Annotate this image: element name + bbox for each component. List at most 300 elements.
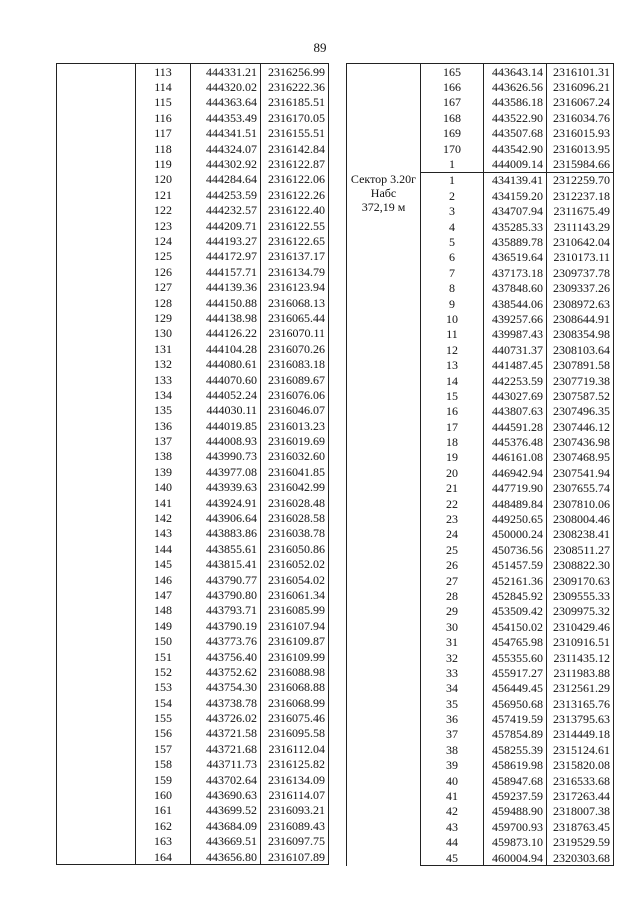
- coordinate-x: 444324.07: [191, 141, 261, 156]
- coordinate-x: 449250.65: [484, 511, 547, 526]
- point-number: 157: [136, 741, 191, 756]
- point-number: 135: [136, 403, 191, 418]
- table-row: [57, 757, 329, 772]
- table-row: [57, 680, 329, 695]
- table-row: [57, 849, 329, 865]
- sector-cell-empty: [57, 633, 136, 648]
- sector-cell-empty: [57, 433, 136, 448]
- table-row: [57, 372, 329, 387]
- table-row: [57, 264, 329, 279]
- point-number: 6: [421, 250, 484, 265]
- coordinate-x: 443906.64: [191, 510, 261, 525]
- table-row: [57, 695, 329, 710]
- table-row: [57, 587, 329, 602]
- sector-cell-empty: [57, 341, 136, 356]
- sector-cell-empty: [57, 249, 136, 264]
- coordinate-y: 2316101.31: [547, 64, 614, 80]
- sector-cell-empty: [57, 772, 136, 787]
- coordinate-y: 2307446.12: [547, 419, 614, 434]
- coordinate-y: 2308103.64: [547, 342, 614, 357]
- sector-cell-empty: [57, 464, 136, 479]
- table-row: [57, 510, 329, 525]
- point-number: 131: [136, 341, 191, 356]
- coordinate-x: 459873.10: [484, 835, 547, 850]
- coordinate-y: 2307719.38: [547, 373, 614, 388]
- coordinate-y: 2314449.18: [547, 727, 614, 742]
- point-number: 24: [421, 527, 484, 542]
- coordinate-y: 2316042.99: [261, 480, 329, 495]
- coordinate-y: 2308004.46: [547, 511, 614, 526]
- coordinate-x: 445376.48: [484, 434, 547, 449]
- coordinate-x: 443699.52: [191, 803, 261, 818]
- table-row: [57, 310, 329, 325]
- coordinate-x: 458255.39: [484, 742, 547, 757]
- point-number: 1: [421, 172, 484, 188]
- coordinate-x: 457854.89: [484, 727, 547, 742]
- point-number: 2: [421, 188, 484, 203]
- coordinate-x: 443721.58: [191, 726, 261, 741]
- coordinate-y: 2316256.99: [261, 64, 329, 80]
- coordinate-y: 2316054.02: [261, 572, 329, 587]
- point-number: 122: [136, 203, 191, 218]
- coordinate-x: 443507.68: [484, 126, 547, 141]
- sector-cell-empty: [57, 64, 136, 80]
- coordinate-y: 2311435.12: [547, 650, 614, 665]
- table-row: [57, 418, 329, 433]
- table-row: [57, 403, 329, 418]
- coordinate-y: 2316068.13: [261, 295, 329, 310]
- coordinate-x: 443756.40: [191, 649, 261, 664]
- sector-cell-empty: [57, 726, 136, 741]
- table-row: [57, 64, 329, 80]
- coordinate-x: 443027.69: [484, 388, 547, 403]
- coordinate-y: 2316096.21: [547, 79, 614, 94]
- sector-cell-empty: [57, 757, 136, 772]
- point-number: 151: [136, 649, 191, 664]
- coordinate-x: 439257.66: [484, 311, 547, 326]
- coordinate-y: 2315820.08: [547, 758, 614, 773]
- point-number: 8: [421, 280, 484, 295]
- coordinate-y: 2316046.07: [261, 403, 329, 418]
- coordinate-y: 2316122.87: [261, 156, 329, 171]
- sector-cell-empty: [57, 310, 136, 325]
- table-row: [57, 295, 329, 310]
- point-number: 43: [421, 819, 484, 834]
- point-number: 17: [421, 419, 484, 434]
- coordinate-y: 2316070.11: [261, 326, 329, 341]
- sector-cell-empty: [57, 418, 136, 433]
- coordinate-x: 443939.63: [191, 480, 261, 495]
- table-row: [57, 834, 329, 849]
- coordinate-y: 2316070.26: [261, 341, 329, 356]
- coordinate-x: 436519.64: [484, 250, 547, 265]
- coordinate-x: 443738.78: [191, 695, 261, 710]
- coordinate-x: 434159.20: [484, 188, 547, 203]
- coordinate-x: 444126.22: [191, 326, 261, 341]
- coordinate-x: 440731.37: [484, 342, 547, 357]
- point-number: 142: [136, 510, 191, 525]
- point-number: 155: [136, 710, 191, 725]
- coordinate-x: 444030.11: [191, 403, 261, 418]
- coordinate-y: 2316122.26: [261, 187, 329, 202]
- point-number: 168: [421, 110, 484, 125]
- point-number: 133: [136, 372, 191, 387]
- point-number: 21: [421, 481, 484, 496]
- coordinate-y: 2312561.29: [547, 681, 614, 696]
- table-row: [57, 803, 329, 818]
- coordinate-y: 2310429.46: [547, 619, 614, 634]
- coordinate-x: 448489.84: [484, 496, 547, 511]
- coordinates-table-right: [346, 63, 614, 866]
- coordinate-y: 2316032.60: [261, 449, 329, 464]
- table-row: [347, 64, 614, 80]
- point-number: 159: [136, 772, 191, 787]
- coordinate-y: 2316013.23: [261, 418, 329, 433]
- coordinate-x: 443726.02: [191, 710, 261, 725]
- sector-label-line: Сектор 3.20г: [350, 172, 417, 187]
- coordinate-x: 447719.90: [484, 481, 547, 496]
- coordinate-y: 2310173.11: [547, 250, 614, 265]
- coordinate-y: 2316114.07: [261, 787, 329, 802]
- point-number: 169: [421, 126, 484, 141]
- coordinate-y: 2316095.58: [261, 726, 329, 741]
- point-number: 4: [421, 219, 484, 234]
- point-number: 32: [421, 650, 484, 665]
- point-number: 15: [421, 388, 484, 403]
- point-number: 39: [421, 758, 484, 773]
- coordinate-x: 442253.59: [484, 373, 547, 388]
- point-number: 33: [421, 665, 484, 680]
- coordinate-x: 450000.24: [484, 527, 547, 542]
- coordinate-x: 443790.19: [191, 618, 261, 633]
- table-row: [57, 495, 329, 510]
- coordinate-x: 443855.61: [191, 541, 261, 556]
- coordinate-y: 2309170.63: [547, 573, 614, 588]
- table-row: [57, 279, 329, 294]
- table-row: [57, 710, 329, 725]
- coordinate-x: 441487.45: [484, 357, 547, 372]
- point-number: 136: [136, 418, 191, 433]
- point-number: 13: [421, 357, 484, 372]
- point-number: 30: [421, 619, 484, 634]
- table-row: [57, 572, 329, 587]
- sector-cell-empty: [57, 95, 136, 110]
- coordinate-x: 459488.90: [484, 804, 547, 819]
- table-row: [57, 249, 329, 264]
- coordinate-x: 443752.62: [191, 664, 261, 679]
- coordinate-y: 2316068.88: [261, 680, 329, 695]
- sector-cell-empty: [57, 834, 136, 849]
- sector-cell-empty: [57, 110, 136, 125]
- coordinate-x: 454765.98: [484, 634, 547, 649]
- coordinate-y: 2316065.44: [261, 310, 329, 325]
- point-number: 164: [136, 849, 191, 865]
- point-number: 29: [421, 604, 484, 619]
- coordinate-x: 444284.64: [191, 172, 261, 187]
- sector-cell-empty: [57, 541, 136, 556]
- coordinate-x: 444008.93: [191, 433, 261, 448]
- coordinate-x: 443542.90: [484, 141, 547, 156]
- table-row: [57, 633, 329, 648]
- point-number: 121: [136, 187, 191, 202]
- table-row: [57, 787, 329, 802]
- sector-cell-empty: [57, 156, 136, 171]
- coordinate-y: 2316083.18: [261, 356, 329, 371]
- point-number: 34: [421, 681, 484, 696]
- sector-cell-empty: [57, 495, 136, 510]
- coordinate-x: 452845.92: [484, 588, 547, 603]
- table-row: [57, 326, 329, 341]
- coordinate-y: 2316093.21: [261, 803, 329, 818]
- coordinate-y: 2316015.93: [547, 126, 614, 141]
- sector-cell-empty: [347, 64, 421, 173]
- coordinate-x: 443626.56: [484, 79, 547, 94]
- table-row: [57, 110, 329, 125]
- sector-cell-empty: [57, 79, 136, 94]
- coordinate-y: 2308972.63: [547, 296, 614, 311]
- point-number: 167: [421, 95, 484, 110]
- coordinate-x: 457419.59: [484, 711, 547, 726]
- sector-cell-empty: [57, 295, 136, 310]
- point-number: 140: [136, 480, 191, 495]
- sector-cell-empty: [57, 326, 136, 341]
- point-number: 150: [136, 633, 191, 648]
- point-number: 143: [136, 526, 191, 541]
- point-number: 11: [421, 327, 484, 342]
- point-number: 36: [421, 711, 484, 726]
- coordinate-x: 443790.77: [191, 572, 261, 587]
- sector-cell-empty: [57, 803, 136, 818]
- table-row: [57, 341, 329, 356]
- coordinate-y: 2316137.17: [261, 249, 329, 264]
- table-row: [57, 557, 329, 572]
- coordinate-y: 2316170.05: [261, 110, 329, 125]
- coordinate-y: 2309737.78: [547, 265, 614, 280]
- point-number: 152: [136, 664, 191, 679]
- coordinate-y: 2307496.35: [547, 404, 614, 419]
- coordinate-y: 2315124.61: [547, 742, 614, 757]
- point-number: 14: [421, 373, 484, 388]
- point-number: 138: [136, 449, 191, 464]
- sector-cell-empty: [57, 603, 136, 618]
- coordinate-y: 2307810.06: [547, 496, 614, 511]
- point-number: 41: [421, 788, 484, 803]
- coordinate-y: 2316109.87: [261, 633, 329, 648]
- coordinate-y: 2316089.43: [261, 818, 329, 833]
- coordinate-y: 2316222.36: [261, 79, 329, 94]
- coordinate-y: 2308354.98: [547, 327, 614, 342]
- sector-cell-empty: [57, 649, 136, 664]
- point-number: 139: [136, 464, 191, 479]
- coordinate-y: 2307891.58: [547, 357, 614, 372]
- sector-cell-empty: [57, 587, 136, 602]
- coordinate-y: 2307655.74: [547, 481, 614, 496]
- sector-cell-empty: [57, 372, 136, 387]
- table-row: [57, 172, 329, 187]
- sector-cell-empty: [57, 572, 136, 587]
- coordinate-y: 2309975.32: [547, 604, 614, 619]
- point-number: 45: [421, 850, 484, 866]
- coordinate-x: 443815.41: [191, 557, 261, 572]
- coordinate-x: 443883.86: [191, 526, 261, 541]
- point-number: 134: [136, 387, 191, 402]
- coordinate-y: 2316028.48: [261, 495, 329, 510]
- point-number: 26: [421, 558, 484, 573]
- coordinate-y: 2316123.94: [261, 279, 329, 294]
- point-number: 126: [136, 264, 191, 279]
- point-number: 166: [421, 79, 484, 94]
- point-number: 170: [421, 141, 484, 156]
- coordinate-x: 437848.60: [484, 280, 547, 295]
- point-number: 161: [136, 803, 191, 818]
- sector-cell-empty: [57, 480, 136, 495]
- coordinate-x: 438544.06: [484, 296, 547, 311]
- coordinate-x: 444353.49: [191, 110, 261, 125]
- table-row: [57, 233, 329, 248]
- coordinate-x: 443522.90: [484, 110, 547, 125]
- point-number: 5: [421, 234, 484, 249]
- coordinate-y: 2317263.44: [547, 788, 614, 803]
- page-number: 89: [313, 40, 327, 55]
- coordinate-y: 2320303.68: [547, 850, 614, 866]
- table-row: [57, 449, 329, 464]
- sector-label: [347, 172, 421, 866]
- sector-cell-empty: [57, 141, 136, 156]
- point-number: 12: [421, 342, 484, 357]
- point-number: 31: [421, 634, 484, 649]
- coordinate-y: 2318763.45: [547, 819, 614, 834]
- table-row: [57, 726, 329, 741]
- coordinate-y: 2316125.82: [261, 757, 329, 772]
- coordinate-x: 444009.14: [484, 156, 547, 172]
- coordinate-x: 455355.60: [484, 650, 547, 665]
- coordinate-x: 456449.45: [484, 681, 547, 696]
- coordinate-y: 2316034.76: [547, 110, 614, 125]
- point-number: 128: [136, 295, 191, 310]
- coordinate-y: 2307468.95: [547, 450, 614, 465]
- coordinate-x: 444253.59: [191, 187, 261, 202]
- table-row: [57, 141, 329, 156]
- point-number: 1: [421, 156, 484, 172]
- sector-cell-empty: [57, 403, 136, 418]
- coordinate-y: 2316019.69: [261, 433, 329, 448]
- coordinate-x: 443669.51: [191, 834, 261, 849]
- point-number: 10: [421, 311, 484, 326]
- coordinate-x: 443711.73: [191, 757, 261, 772]
- table-row: [57, 387, 329, 402]
- coordinate-x: 443643.14: [484, 64, 547, 80]
- sector-cell-empty: [57, 218, 136, 233]
- coordinate-x: 444193.27: [191, 233, 261, 248]
- coordinate-x: 444019.85: [191, 418, 261, 433]
- coordinate-x: 444331.21: [191, 64, 261, 80]
- coordinate-y: 2318007.38: [547, 804, 614, 819]
- coordinate-y: 2316109.99: [261, 649, 329, 664]
- sector-cell-empty: [57, 510, 136, 525]
- point-number: 116: [136, 110, 191, 125]
- point-number: 137: [136, 433, 191, 448]
- coordinate-x: 434139.41: [484, 172, 547, 188]
- coordinate-y: 2316028.58: [261, 510, 329, 525]
- point-number: 114: [136, 79, 191, 94]
- point-number: 141: [136, 495, 191, 510]
- sector-cell-empty: [57, 526, 136, 541]
- coordinate-y: 2309555.33: [547, 588, 614, 603]
- sector-cell-empty: [57, 126, 136, 141]
- sector-cell-empty: [57, 279, 136, 294]
- coordinate-x: 444070.60: [191, 372, 261, 387]
- coordinate-y: 2316107.94: [261, 618, 329, 633]
- point-number: 144: [136, 541, 191, 556]
- coordinate-y: 2316068.99: [261, 695, 329, 710]
- coordinate-x: 443684.09: [191, 818, 261, 833]
- sector-cell-empty: [57, 680, 136, 695]
- coordinate-y: 2316075.46: [261, 710, 329, 725]
- coordinate-x: 450736.56: [484, 542, 547, 557]
- point-number: 27: [421, 573, 484, 588]
- coordinate-y: 2312237.18: [547, 188, 614, 203]
- point-number: 125: [136, 249, 191, 264]
- point-number: 35: [421, 696, 484, 711]
- coordinate-y: 2307587.52: [547, 388, 614, 403]
- coordinate-y: 2311675.49: [547, 204, 614, 219]
- coordinate-x: 443754.30: [191, 680, 261, 695]
- coordinate-y: 2316085.99: [261, 603, 329, 618]
- coordinate-x: 444591.28: [484, 419, 547, 434]
- coordinate-x: 444138.98: [191, 310, 261, 325]
- coordinate-y: 2308238.41: [547, 527, 614, 542]
- coordinate-x: 444104.28: [191, 341, 261, 356]
- point-number: 127: [136, 279, 191, 294]
- point-number: 117: [136, 126, 191, 141]
- table-row: [57, 741, 329, 756]
- sector-cell-empty: [57, 695, 136, 710]
- point-number: 42: [421, 804, 484, 819]
- table-row: [57, 187, 329, 202]
- point-number: 130: [136, 326, 191, 341]
- coordinate-y: 2316050.86: [261, 541, 329, 556]
- coordinate-y: 2307436.98: [547, 434, 614, 449]
- point-number: 119: [136, 156, 191, 171]
- coordinate-y: 2316142.84: [261, 141, 329, 156]
- table-row: [57, 79, 329, 94]
- table-row: [57, 664, 329, 679]
- point-number: 156: [136, 726, 191, 741]
- coordinate-x: 443793.71: [191, 603, 261, 618]
- coordinate-x: 443977.08: [191, 464, 261, 479]
- point-number: 149: [136, 618, 191, 633]
- coordinate-y: 2311143.29: [547, 219, 614, 234]
- coordinate-x: 459237.59: [484, 788, 547, 803]
- sector-cell-empty: [57, 818, 136, 833]
- table-row: [57, 433, 329, 448]
- coordinate-x: 459700.93: [484, 819, 547, 834]
- coordinate-y: 2316122.55: [261, 218, 329, 233]
- coordinate-x: 443656.80: [191, 849, 261, 865]
- point-number: 154: [136, 695, 191, 710]
- table-row: [57, 480, 329, 495]
- point-number: 28: [421, 588, 484, 603]
- coordinate-y: 2315984.66: [547, 156, 614, 172]
- coordinate-x: 443990.73: [191, 449, 261, 464]
- coordinate-y: 2316107.89: [261, 849, 329, 865]
- sector-label-line: Набс: [370, 186, 397, 201]
- point-number: 113: [136, 64, 191, 80]
- table-row: [57, 203, 329, 218]
- coordinate-x: 434707.94: [484, 204, 547, 219]
- coordinate-x: 455917.27: [484, 665, 547, 680]
- point-number: 3: [421, 204, 484, 219]
